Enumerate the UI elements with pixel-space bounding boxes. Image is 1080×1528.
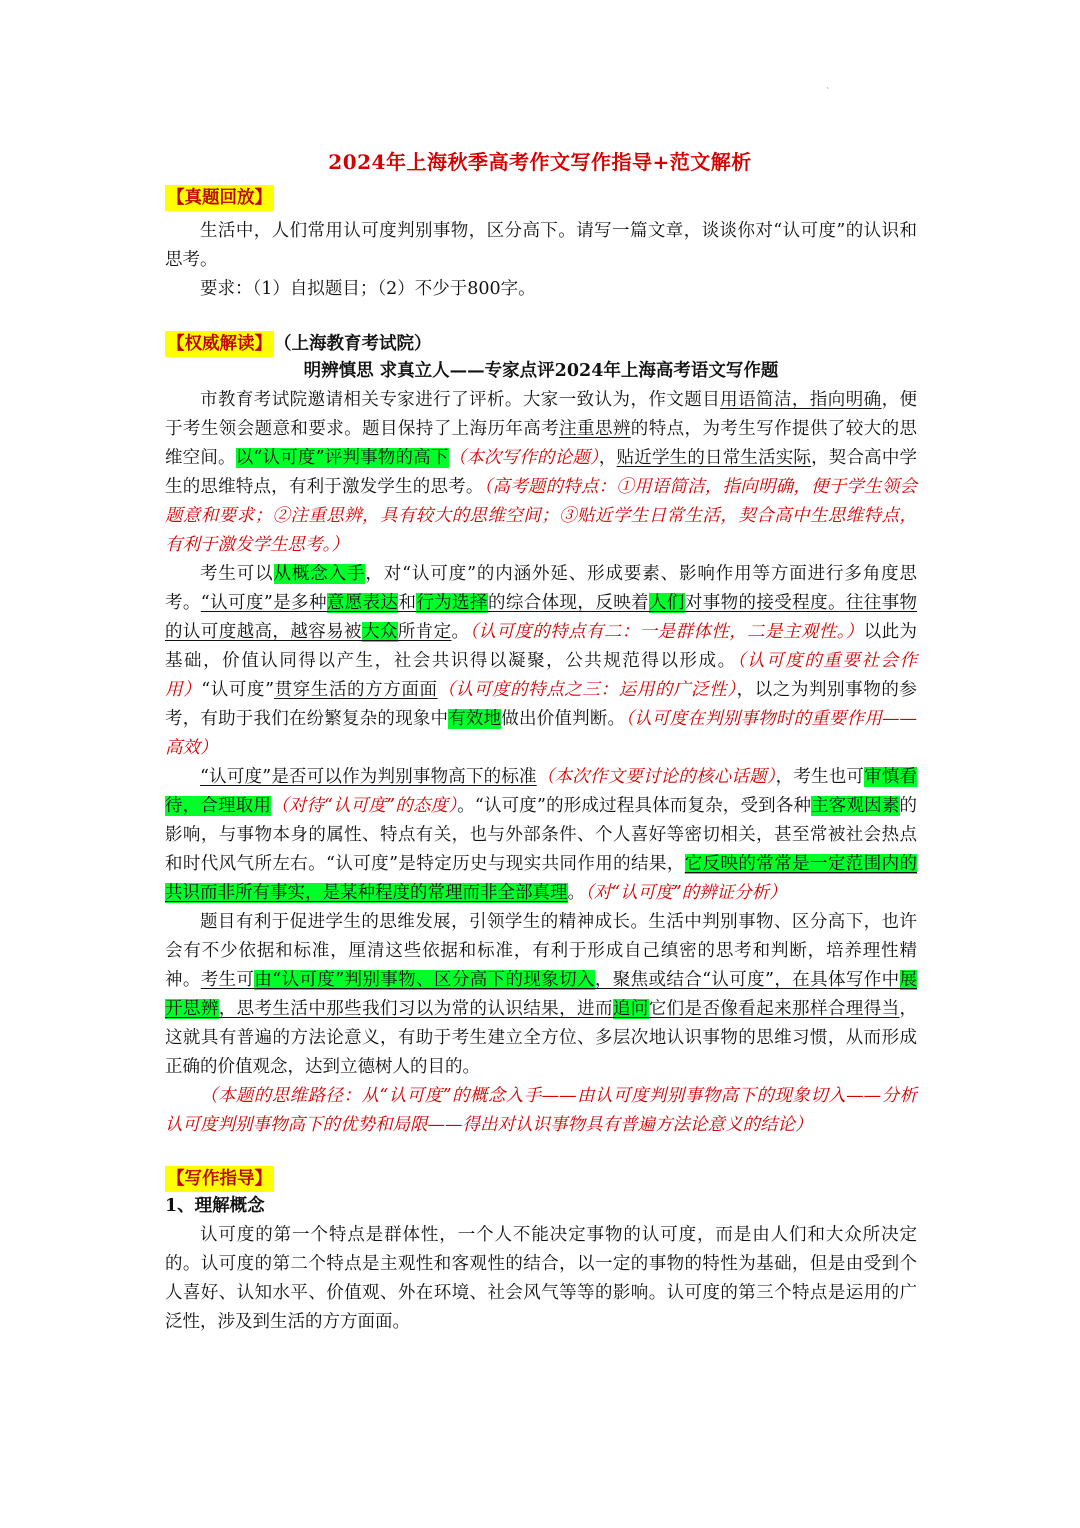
thinking-path-note: （本题的思维路径：从“认可度”的概念入手——由认可度判别事物高下的现象切入——分析认可度判别事物高下的优势和局限——得出对认识事物具有普遍方法论意义的结论） bbox=[165, 1086, 917, 1135]
document-body bbox=[165, 185, 917, 1337]
highlighted-text: 审慎看待，合理取用 bbox=[165, 767, 918, 816]
highlighted-text: 从概念入手 bbox=[273, 564, 366, 584]
text-span: ，聚焦或结合“认可度”，在具体写作中 bbox=[594, 970, 900, 990]
underlined-text: 贴近学生的日常生活实际 bbox=[616, 448, 812, 468]
guidance-paragraph-1: 认可度的第一个特点是群体性，一个人不能决定事物的认可度，而是由人们和大众所决定的。认可度的第二个特点是主观性和客观性的结合，以一定的事物的特性为基础，但是由受到个人喜好、认知水平、价值观、外在环境、社会风气等等的影响。认可度的第三个特点是运用的广泛性，涉及到生活的方方面面。 bbox=[165, 1225, 917, 1332]
highlighted-text: 追问 bbox=[612, 999, 649, 1019]
text-span: 所肯定 bbox=[397, 622, 452, 642]
text-span: ，对“认可度”的内涵外延、形成要素、影响作用等方面进行多角度思考。 bbox=[165, 564, 917, 613]
text-span: 。 bbox=[567, 883, 585, 903]
highlighted-text: 有效地 bbox=[448, 709, 502, 729]
document-title: 2024年上海秋季高考作文写作指导+范文解析 bbox=[328, 150, 752, 174]
text-span: ，这就具有普遍的方法论意义，有助于考生建立全方位、多层次地认识事物的思维习惯，从而形成正确的价值观念，达到立德树人的目的。 bbox=[165, 999, 918, 1077]
annotation-note: （本次作文要讨论的核心话题） bbox=[536, 767, 776, 787]
section-label-real-question: 【真题回放】 bbox=[165, 185, 274, 211]
text-span: 的特点，为考生写作提供了较大的思维空间。 bbox=[165, 419, 918, 468]
annotation-note: （对“认可度”的辨证分析） bbox=[585, 883, 787, 903]
section-real-question bbox=[165, 185, 917, 304]
annotation-note: （本次写作的论题） bbox=[448, 448, 599, 468]
underlined-text bbox=[165, 970, 917, 1019]
highlighted-text: 行为选择 bbox=[416, 593, 488, 613]
text-span: 考生可 bbox=[200, 970, 255, 990]
commentary-paragraph-1 bbox=[165, 386, 917, 560]
text-span: 对事物的接受程度。往往事物的认可度越高，越容易被 bbox=[165, 593, 918, 642]
text-span: 做出价值判断。 bbox=[501, 709, 626, 729]
text-span: ，考生也可 bbox=[775, 767, 865, 787]
commentary-paragraph-3 bbox=[165, 763, 917, 908]
text-span: 题目有利于促进学生的思维发展，引领学生的精神成长。生活中判别事物、区分高下，也许会有不少依据和标准，厘清这些依据和标准，有利于形成自己缜密的思考和判断，培养理性精神。 bbox=[165, 912, 917, 990]
section-authority-reading bbox=[165, 330, 917, 1140]
section-label-authority-reading: 【权威解读】 bbox=[165, 331, 274, 357]
annotation-note: （对待“认可度”的态度） bbox=[271, 796, 458, 816]
text-span: 它们是否像看起来那样合理得当 bbox=[648, 999, 900, 1019]
text-span: 考生可以 bbox=[200, 564, 274, 584]
question-prompt: 生活中，人们常用认可度判别事物，区分高下。请写一篇文章，谈谈你对“认可度”的认识和思考。 bbox=[165, 221, 917, 270]
text-span: 。 bbox=[451, 622, 470, 642]
section-writing-guidance bbox=[165, 1166, 917, 1337]
highlighted-text: 由“认可度”判别事物、区分高下的现象切入 bbox=[254, 970, 595, 990]
section-label-source: （上海教育考试院） bbox=[274, 334, 432, 354]
text-span: ，思考生活中那些我们习以为常的认识结果，进而 bbox=[218, 999, 613, 1019]
underlined-text: 贯穿生活的方方面面 bbox=[274, 680, 438, 700]
question-requirements: 要求：（1）自拟题目；（2）不少于800字。 bbox=[200, 279, 536, 299]
text-span: “认可度”是多种 bbox=[200, 593, 327, 613]
annotation-note: （高考题的特点：①用语简洁，指向明确，便于学生领会题意和要求；②注重思辨，具有较大的思维空间；③贴近学生日常生活，契合高中生思维特点，有利于激发学生思考。） bbox=[165, 477, 918, 555]
highlighted-text: 主客观因素 bbox=[811, 796, 900, 816]
text-span: 市教育考试院邀请相关专家进行了评析。大家一致认为，作文题目 bbox=[200, 390, 721, 410]
commentary-paragraph-4 bbox=[165, 908, 917, 1082]
text-span: ，契合高中学生的思维特点，有利于激发学生的思考。 bbox=[165, 448, 918, 497]
highlighted-text: 意愿表达 bbox=[326, 593, 399, 613]
text-span: 和 bbox=[398, 593, 417, 613]
highlighted-text: 人们 bbox=[649, 593, 685, 613]
text-span: 的影响，与事物本身的属性、特点有关，也与外部条件、个人喜好等密切相关，甚至常被社会热点和时代风气所左右。“认可度”是特定历史与现实共同作用的结果， bbox=[165, 796, 917, 874]
underlined-text: 用语简洁，指向明确 bbox=[720, 390, 882, 410]
commentary-subtitle: 明辨慎思 求真立人——专家点评2024年上海高考语文写作题 bbox=[303, 361, 779, 381]
text-span: 。“认可度”的形成过程具体而复杂，受到各种 bbox=[457, 796, 812, 816]
annotation-note: （认可度的特点有二：一是群体性，二是主观性。） bbox=[469, 622, 864, 642]
text-span: “认可度” bbox=[201, 680, 275, 700]
highlighted-text: 它反映的常常是一定范围内的共识而非所有事实，是某种程度的常理而非全部真理 bbox=[165, 854, 917, 903]
text-span: ，便于考生领会题意和要求。题目保持了上海历年高考 bbox=[165, 390, 918, 439]
annotation-note: （认可度在判别事物时的重要作用——高效） bbox=[165, 709, 918, 758]
text-span: 以此为基础，价值认同得以产生，社会共识得以凝聚，公共规范得以形成。 bbox=[165, 622, 918, 671]
highlighted-text: 以“认可度”评判事物的高下 bbox=[235, 448, 449, 468]
text-span: ， bbox=[598, 448, 617, 468]
text-span: 的综合体现，反映着 bbox=[487, 593, 650, 613]
underlined-text: “认可度”是否可以作为判别事物高下的标准 bbox=[200, 767, 537, 787]
guidance-heading-1: 1、理解概念 bbox=[165, 1196, 265, 1216]
annotation-note: （认可度的重要社会作用） bbox=[165, 651, 918, 700]
commentary-paragraph-2 bbox=[165, 560, 917, 763]
section-label-writing-guidance: 【写作指导】 bbox=[165, 1166, 274, 1192]
highlighted-text: 大众 bbox=[361, 622, 398, 642]
text-span: ，以之为判别事物的参考，有助于我们在纷繁复杂的现象中 bbox=[165, 680, 918, 729]
underlined-text: 注重思辨 bbox=[559, 419, 631, 439]
annotation-note: （认可度的特点之三：运用的广泛性） bbox=[437, 680, 737, 700]
highlighted-text: 展开思辨 bbox=[165, 970, 917, 1019]
corner-mark: ` bbox=[826, 88, 831, 98]
